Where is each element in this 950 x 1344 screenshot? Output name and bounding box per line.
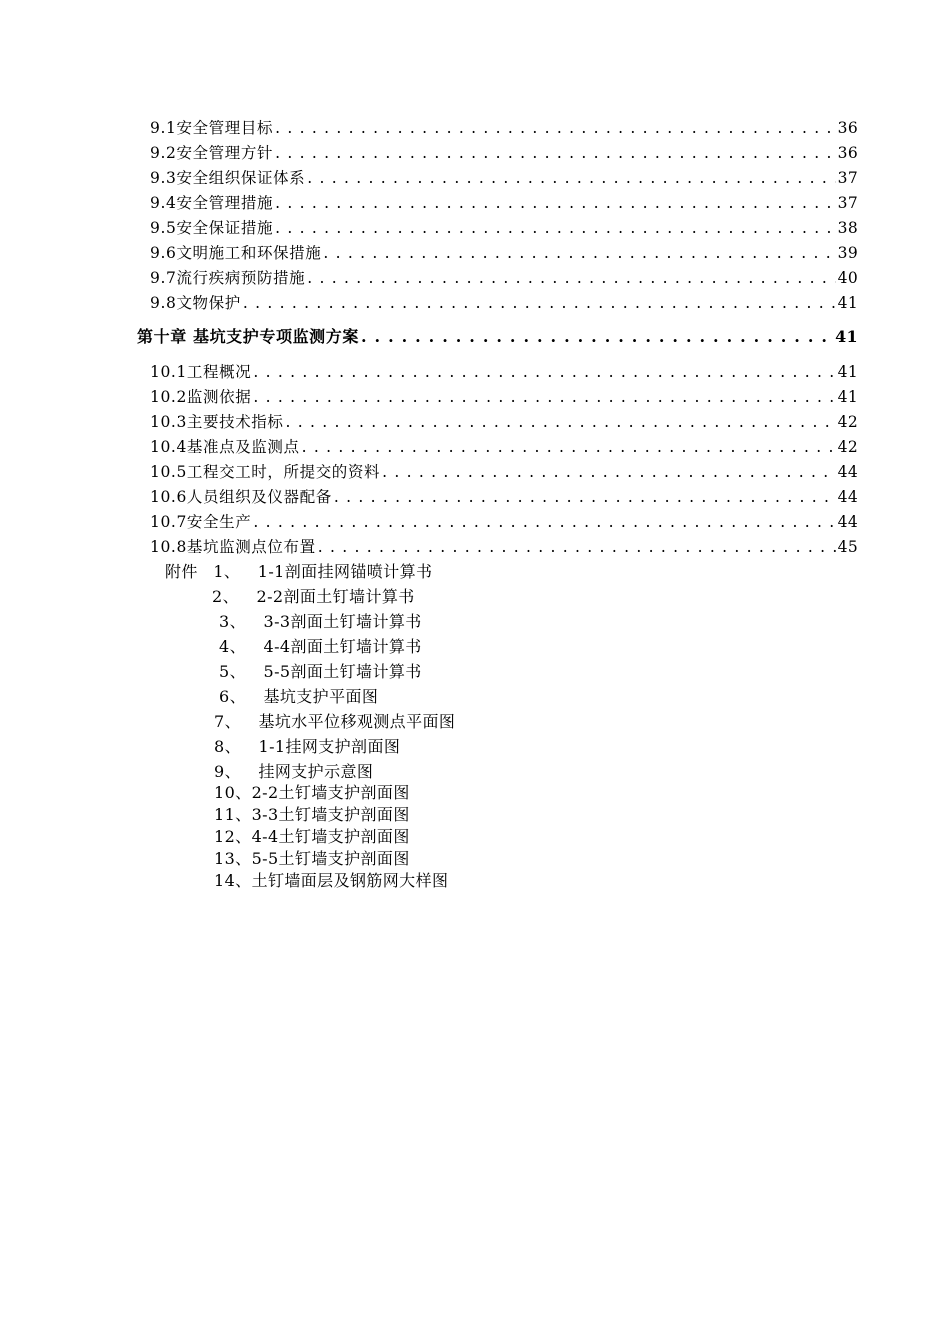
- attachment-item-5[interactable]: [219, 663, 422, 681]
- attachment-number: 10、: [214, 783, 252, 802]
- attachment-title: 基坑水平位移观测点平面图: [258, 712, 456, 731]
- attachment-title: 土钉墙面层及钢筋网大样图: [251, 871, 449, 890]
- attachment-number: 5、: [219, 662, 246, 681]
- toc-entry-title: 10.6人员组织及仪器配备: [150, 488, 332, 506]
- dot-leader: [334, 488, 836, 506]
- attachment-title: 3-3剖面土钉墙计算书: [263, 612, 422, 631]
- attachment-number: 12、: [214, 827, 252, 846]
- toc-entry-page: 42: [837, 438, 858, 456]
- toc-entry-page: 36: [837, 119, 858, 137]
- dot-leader: [318, 538, 836, 556]
- attachment-number: 14、: [214, 871, 252, 890]
- toc-chapter-page: 41: [835, 327, 858, 346]
- toc-entry-title: 10.5工程交工时，所提交的资料: [150, 463, 381, 481]
- attachment-item-11[interactable]: [214, 806, 410, 824]
- attachment-number: 7、: [214, 712, 241, 731]
- toc-entry-10-2[interactable]: [150, 388, 858, 406]
- dot-leader: [253, 363, 835, 381]
- toc-entry-page: 44: [837, 463, 858, 481]
- attachment-number: 13、: [214, 849, 252, 868]
- toc-entry-title: 10.8基坑监测点位布置: [150, 538, 316, 556]
- dot-leader: [253, 513, 835, 531]
- attachment-title: 4-4剖面土钉墙计算书: [263, 637, 422, 656]
- attachment-item-10[interactable]: [214, 784, 410, 802]
- attachment-title: 1-1挂网支护剖面图: [258, 737, 401, 756]
- toc-entry-title: 10.4基准点及监测点: [150, 438, 300, 456]
- toc-entry-title: 10.3主要技术指标: [150, 413, 284, 431]
- dot-leader: [275, 144, 836, 162]
- attachment-item-8[interactable]: [214, 738, 400, 756]
- toc-entry-page: 45: [837, 538, 858, 556]
- dot-leader: [275, 194, 836, 212]
- attachment-title: 4-4土钉墙支护剖面图: [251, 827, 410, 846]
- attachment-number: 8、: [214, 737, 241, 756]
- toc-entry-title: 9.5安全保证措施: [150, 219, 274, 237]
- attachment-title: 挂网支护示意图: [258, 762, 374, 781]
- dot-leader: [361, 328, 833, 346]
- dot-leader: [323, 244, 835, 262]
- toc-entry-9-6[interactable]: [150, 244, 858, 262]
- attachment-item-3[interactable]: [219, 613, 422, 631]
- toc-entry-9-8[interactable]: [150, 294, 858, 312]
- toc-entry-title: 9.4安全管理措施: [150, 194, 274, 212]
- attachment-title: 基坑支护平面图: [263, 687, 379, 706]
- attachment-title: 3-3土钉墙支护剖面图: [251, 805, 410, 824]
- toc-entry-10-3[interactable]: [150, 413, 858, 431]
- attachment-item-9[interactable]: [214, 763, 373, 781]
- dot-leader: [307, 169, 835, 187]
- dot-leader: [382, 463, 836, 481]
- toc-entry-page: 37: [837, 169, 858, 187]
- toc-entry-10-1[interactable]: [150, 363, 858, 381]
- attachment-title: 5-5土钉墙支护剖面图: [251, 849, 410, 868]
- dot-leader: [307, 269, 835, 287]
- dot-leader: [275, 119, 836, 137]
- dot-leader: [286, 413, 836, 431]
- dot-leader: [243, 294, 836, 312]
- toc-entry-10-4[interactable]: [150, 438, 858, 456]
- attachment-number: 4、: [219, 637, 246, 656]
- toc-entry-9-5[interactable]: [150, 219, 858, 237]
- attachment-item-2[interactable]: [212, 588, 415, 606]
- toc-entry-10-6[interactable]: [150, 488, 858, 506]
- toc-entry-9-7[interactable]: [150, 269, 858, 287]
- toc-entry-page: 44: [837, 488, 858, 506]
- toc-entry-title: 10.2监测依据: [150, 388, 252, 406]
- toc-entry-title: 9.8文物保护: [150, 294, 241, 312]
- toc-entry-page: 41: [837, 388, 858, 406]
- toc-entry-9-4[interactable]: [150, 194, 858, 212]
- attachment-number: 11、: [214, 805, 252, 824]
- toc-entry-title: 9.6文明施工和环保措施: [150, 244, 322, 262]
- attachment-title: 1-1剖面挂网锚喷计算书: [257, 562, 433, 581]
- toc-entry-9-2[interactable]: [150, 144, 858, 162]
- attachment-number: 1、: [213, 562, 241, 581]
- attachment-item-4[interactable]: [219, 638, 422, 656]
- toc-entry-title: 9.1安全管理目标: [150, 119, 274, 137]
- toc-entry-page: 41: [837, 363, 858, 381]
- attachment-item-6[interactable]: [219, 688, 378, 706]
- attachment-number: 3、: [219, 612, 246, 631]
- toc-entry-page: 41: [837, 294, 858, 312]
- dot-leader: [275, 219, 836, 237]
- attachment-number: 2、: [212, 587, 239, 606]
- attachment-title: 2-2土钉墙支护剖面图: [251, 783, 410, 802]
- attachment-item-12[interactable]: [214, 828, 410, 846]
- toc-entry-10-7[interactable]: [150, 513, 858, 531]
- toc-entry-title: 10.1工程概况: [150, 363, 252, 381]
- toc-entry-title: 9.2安全管理方针: [150, 144, 274, 162]
- attachment-title: 2-2剖面土钉墙计算书: [256, 587, 415, 606]
- toc-entry-page: 42: [837, 413, 858, 431]
- toc-entry-9-1[interactable]: [150, 119, 858, 137]
- dot-leader: [302, 438, 836, 456]
- toc-entry-page: 36: [837, 144, 858, 162]
- toc-entry-page: 40: [837, 269, 858, 287]
- attachment-number: 9、: [214, 762, 241, 781]
- attachment-number: 6、: [219, 687, 246, 706]
- toc-entry-page: 44: [837, 513, 858, 531]
- toc-entry-10-5[interactable]: [150, 463, 858, 481]
- toc-chapter-title: 第十章 基坑支护专项监测方案: [137, 327, 359, 346]
- dot-leader: [253, 388, 835, 406]
- toc-chapter-10[interactable]: [137, 328, 858, 346]
- toc-entry-page: 38: [837, 219, 858, 237]
- toc-entry-title: 9.3安全组织保证体系: [150, 169, 306, 187]
- attachment-item-7[interactable]: [214, 713, 455, 731]
- toc-entry-9-3[interactable]: [150, 169, 858, 187]
- attachments-label: 附件: [165, 562, 198, 581]
- toc-entry-10-8[interactable]: [150, 538, 858, 556]
- attachment-item-13[interactable]: [214, 850, 410, 868]
- attachment-title: 5-5剖面土钉墙计算书: [263, 662, 422, 681]
- attachment-item-1[interactable]: [165, 563, 432, 581]
- attachment-item-14[interactable]: [214, 872, 448, 890]
- toc-entry-title: 10.7安全生产: [150, 513, 252, 531]
- toc-entry-page: 37: [837, 194, 858, 212]
- toc-entry-page: 39: [837, 244, 858, 262]
- toc-entry-title: 9.7流行疾病预防措施: [150, 269, 306, 287]
